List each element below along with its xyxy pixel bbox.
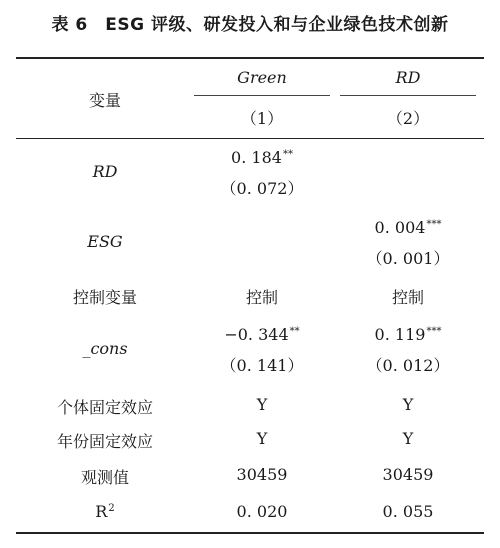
r-squared-col1-value: 0. 020 xyxy=(236,502,288,521)
row-label-cons: _cons xyxy=(82,339,128,358)
table-title: 表 6 ESG 评级、研发投入和与企业绿色技术创新 xyxy=(51,15,449,35)
control-col1-value: 控制 xyxy=(245,288,278,307)
top-rule xyxy=(16,57,484,59)
rd-col1-std-error: （0. 072） xyxy=(220,179,304,198)
header-col2-name: RD xyxy=(395,68,421,87)
header-rule xyxy=(16,138,484,139)
cons-col1-coefficient: −0. 344** xyxy=(224,325,300,344)
observations-col2-value: 30459 xyxy=(382,465,434,484)
esg-col2-std-error: （0. 001） xyxy=(366,249,450,268)
header-variable-label: 变量 xyxy=(88,91,121,110)
bottom-rule xyxy=(16,532,484,534)
header-col2-number: （2） xyxy=(386,109,430,128)
firm-fe-col2-value: Y xyxy=(402,395,414,414)
observations-col1-value: 30459 xyxy=(236,465,288,484)
cons-col2-std-error: （0. 012） xyxy=(366,356,450,375)
row-label-control-variables: 控制变量 xyxy=(72,288,137,307)
header-col1-name: Green xyxy=(237,68,287,87)
year-fe-col1-value: Y xyxy=(256,429,268,448)
firm-fe-col1-value: Y xyxy=(256,395,268,414)
cons-col1-std-error: （0. 141） xyxy=(220,356,304,375)
control-col2-value: 控制 xyxy=(391,288,424,307)
row-label-firm-fixed-effects: 个体固定效应 xyxy=(56,398,153,417)
header-col2-underline xyxy=(340,95,476,96)
year-fe-col2-value: Y xyxy=(402,429,414,448)
esg-col2-coefficient: 0. 004*** xyxy=(374,218,442,237)
row-label-esg: ESG xyxy=(87,232,123,251)
r-squared-col2-value: 0. 055 xyxy=(382,502,434,521)
row-label-year-fixed-effects: 年份固定效应 xyxy=(56,432,153,451)
cons-col2-coefficient: 0. 119*** xyxy=(374,325,442,344)
row-label-observations: 观测值 xyxy=(80,468,129,487)
row-label-rd: RD xyxy=(92,162,118,181)
rd-col1-coefficient: 0. 184** xyxy=(231,148,293,167)
header-col1-underline xyxy=(194,95,330,96)
header-col1-number: （1） xyxy=(240,109,284,128)
row-label-r-squared: $R^2$ xyxy=(95,502,115,521)
